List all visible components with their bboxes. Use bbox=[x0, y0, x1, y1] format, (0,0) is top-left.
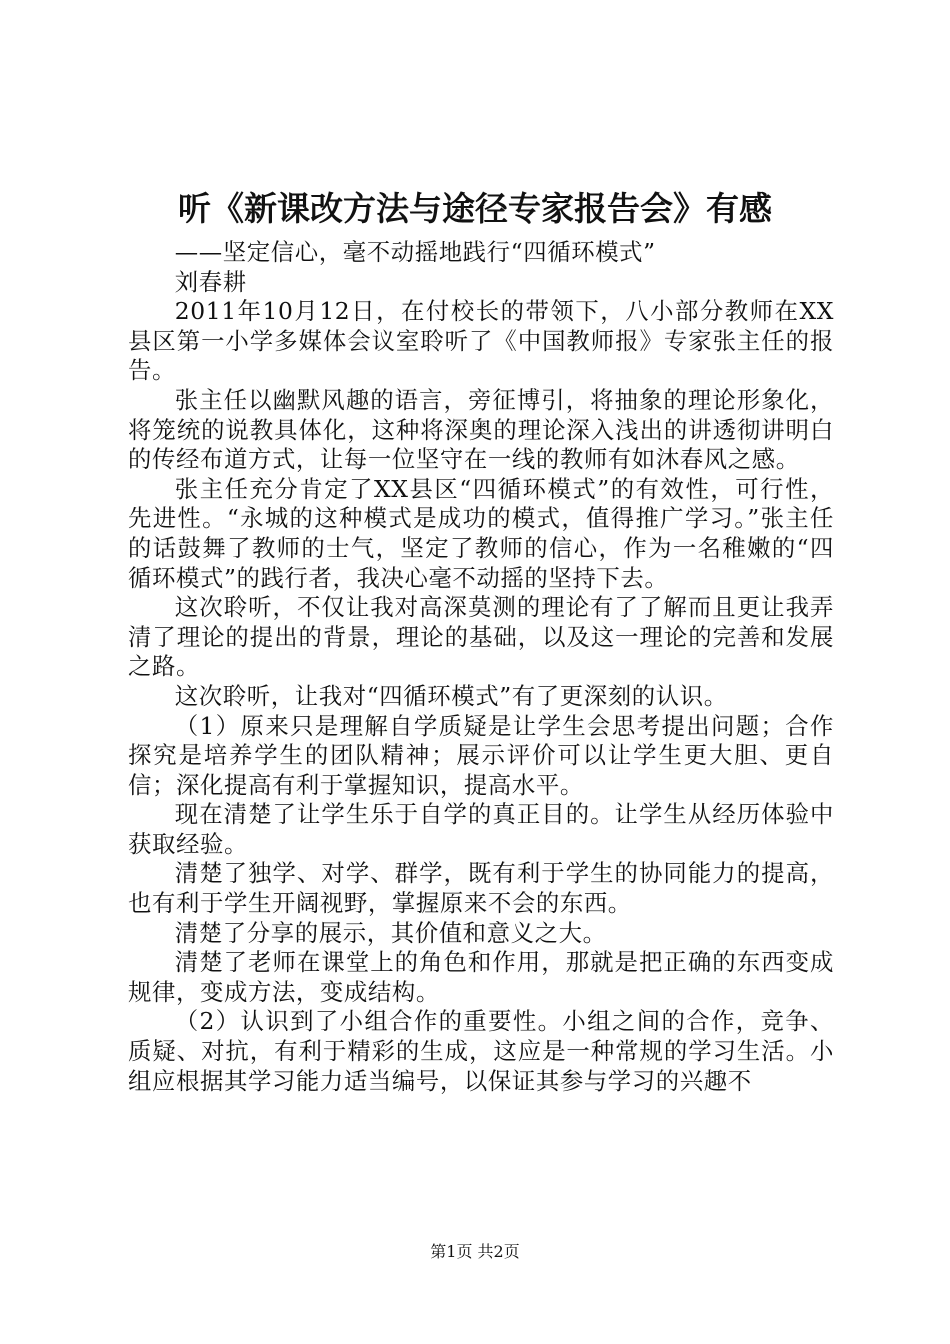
subtitle: ——坚定信心，毫不动摇地践行“四循环模式” bbox=[174, 238, 656, 266]
paragraph: （2）认识到了小组合作的重要性。小组之间的合作，竞争、质疑、对抗，有利于精彩的生成，这应是一种常规的学习生活。小组应根据其学习能力适当编号，以保证其参与学习的兴趣不 bbox=[128, 1007, 834, 1095]
paragraph: （1）原来只是理解自学质疑是让学生会思考提出问题；合作探究是培养学生的团队精神；展示评价可以让学生更大胆、更自信；深化提高有利于掌握知识，提高水平。 bbox=[128, 711, 834, 799]
paragraph: 张主任充分肯定了XX县区“四循环模式”的有效性，可行性，先进性。“永城的这种模式是成功的模式，值得推广学习。”张主任的话鼓舞了教师的士气，坚定了教师的信心，作为一名稚嫩的“四循环模式”的践行者，我决心毫不动摇的坚持下去。 bbox=[128, 474, 834, 592]
document-body bbox=[128, 238, 834, 1096]
paragraph: 2011年10月12日，在付校长的带领下，八小部分教师在XX县区第一小学多媒体会议室聆听了《中国教师报》专家张主任的报告。 bbox=[128, 297, 834, 385]
page-number-footer: 第1页 共2页 bbox=[430, 1242, 520, 1261]
author-name: 刘春耕 bbox=[174, 267, 247, 296]
paragraph: 这次聆听，让我对“四循环模式”有了更深刻的认识。 bbox=[174, 681, 728, 710]
document-title: 听《新课改方法与途径专家报告会》有感 bbox=[178, 189, 772, 228]
paragraph: 清楚了分享的展示，其价值和意义之大。 bbox=[174, 918, 607, 947]
paragraph: 张主任以幽默风趣的语言，旁征博引，将抽象的理论形象化，将笼统的说教具体化，这种将深奥的理论深入浅出的讲透彻讲明白的传经布道方式，让每一位坚守在一线的教师有如沐春风之感。 bbox=[128, 385, 834, 474]
paragraph: 清楚了老师在课堂上的角色和作用，那就是把正确的东西变成规律，变成方法，变成结构。 bbox=[128, 948, 834, 1006]
paragraph: 这次聆听，不仅让我对高深莫测的理论有了了解而且更让我弄清了理论的提出的背景，理论的基础，以及这一理论的完善和发展之路。 bbox=[128, 593, 834, 681]
paragraph: 现在清楚了让学生乐于自学的真正目的。让学生从经历体验中获取经验。 bbox=[128, 800, 834, 858]
paragraph: 清楚了独学、对学、群学，既有利于学生的协同能力的提高，也有利于学生开阔视野，掌握原来不会的东西。 bbox=[128, 859, 834, 918]
